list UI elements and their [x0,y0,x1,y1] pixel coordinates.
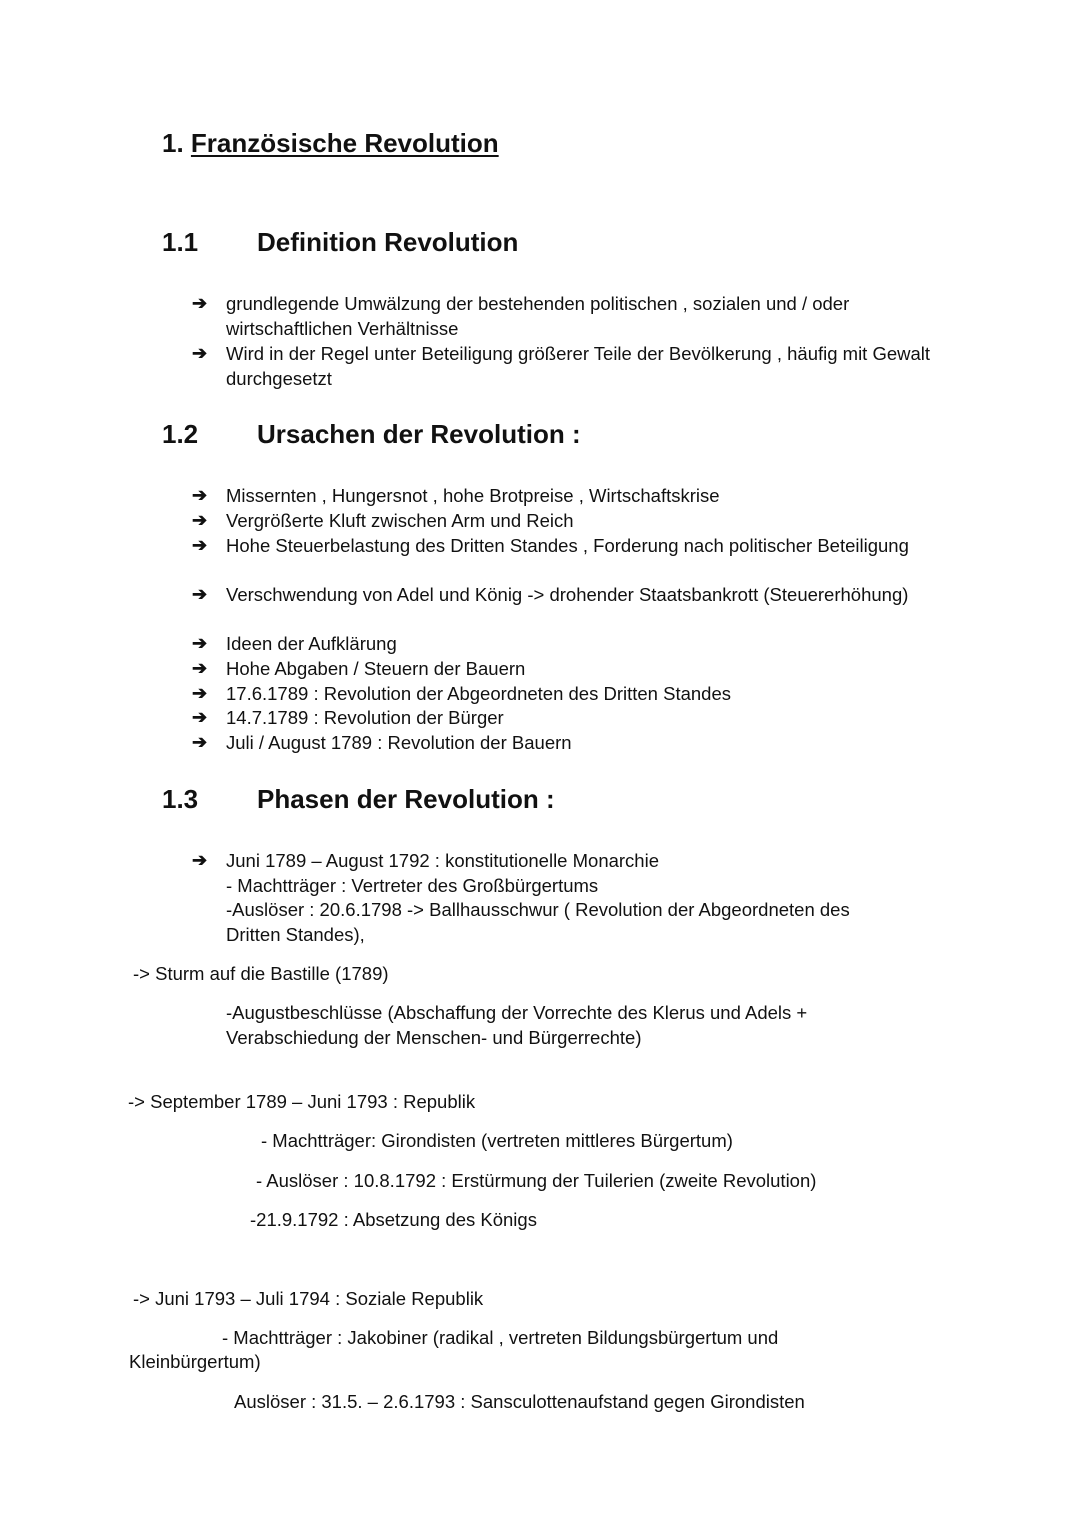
section-1-3-number: 1.3 [162,784,199,814]
title-text: Französische Revolution [190,128,499,158]
section-1-3-heading: Phasen der Revolution : [257,784,555,814]
phase-3-line: Kleinbürgertum) [129,1351,261,1372]
phase-1-line: -Auslöser : 20.6.1798 -> Ballhausschwur ( Revolution der Abgeordneten des [226,899,850,920]
arrow-bullet-icon: ➔ [192,510,208,530]
arrow-bullet-icon: ➔ [192,485,208,505]
list-item: Juli / August 1789 : Revolution der Bauern [226,732,572,753]
list-item: 14.7.1789 : Revolution der Bürger [226,707,504,728]
arrow-bullet-icon: ➔ [192,584,208,604]
section-1-1-number: 1.1 [162,227,199,257]
arrow-bullet-icon: ➔ [192,850,208,870]
list-item: 17.6.1789 : Revolution der Abgeordneten des Dritten Standes [226,683,731,704]
list-item: Missernten , Hungersnot , hohe Brotpreise , Wirtschaftskrise [226,485,720,506]
arrow-bullet-icon: ➔ [192,732,208,752]
arrow-bullet-icon: ➔ [192,293,208,313]
title-number: 1. [162,128,184,158]
phase-1-line: Dritten Standes), [226,924,365,945]
phase-1-line: -> Sturm auf die Bastille (1789) [133,963,389,984]
section-1-1-heading: Definition Revolution [257,227,519,257]
list-item: Hohe Steuerbelastung des Dritten Standes , Forderung nach politischer Beteiligung [226,535,909,556]
phase-1-line: -Augustbeschlüsse (Abschaffung der Vorrechte des Klerus und Adels + [226,1002,808,1023]
list-item: Verschwendung von Adel und König -> drohender Staatsbankrott (Steuererhöhung) [226,584,909,605]
list-item: Wird in der Regel unter Beteiligung größerer Teile der Bevölkerung , häufig mit Gewalt durchgesetzt [226,343,931,389]
phase-1-line: - Machtträger : Vertreter des Großbürgertums [226,875,599,896]
arrow-bullet-icon: ➔ [192,633,208,653]
arrow-bullet-icon: ➔ [192,707,208,727]
section-1-2-number: 1.2 [162,419,199,449]
arrow-bullet-icon: ➔ [192,683,208,703]
section-1-2-heading: Ursachen der Revolution : [257,419,581,449]
arrow-bullet-icon: ➔ [192,658,208,678]
phase-2-line: -21.9.1792 : Absetzung des Königs [250,1209,537,1230]
phase-1-line: Verabschiedung der Menschen- und Bürgerrechte) [226,1027,642,1048]
arrow-bullet-icon: ➔ [192,535,208,555]
phase-3-title: -> Juni 1793 – Juli 1794 : Soziale Republik [133,1288,484,1309]
list-item: Hohe Abgaben / Steuern der Bauern [226,658,526,679]
phase-3-line: Auslöser : 31.5. – 2.6.1793 : Sansculottenaufstand gegen Girondisten [234,1391,805,1412]
list-item: Vergrößerte Kluft zwischen Arm und Reich [226,510,574,531]
arrow-bullet-icon: ➔ [192,343,208,363]
phase-2-line: - Auslöser : 10.8.1792 : Erstürmung der Tuilerien (zweite Revolution) [256,1170,817,1191]
phase-3-line: - Machtträger : Jakobiner (radikal , vertreten Bildungsbürgertum und [222,1327,779,1348]
document-title [162,128,499,159]
list-item: grundlegende Umwälzung der bestehenden politischen , sozialen und / oder wirtschaftlichen Verhältnisse [226,293,850,339]
phase-2-title: -> September 1789 – Juni 1793 : Republik [128,1091,476,1112]
phase-1-title: Juni 1789 – August 1792 : konstitutionelle Monarchie [226,850,659,871]
phase-2-line: - Machtträger: Girondisten (vertreten mittleres Bürgertum) [261,1130,733,1151]
list-item: Ideen der Aufklärung [226,633,397,654]
